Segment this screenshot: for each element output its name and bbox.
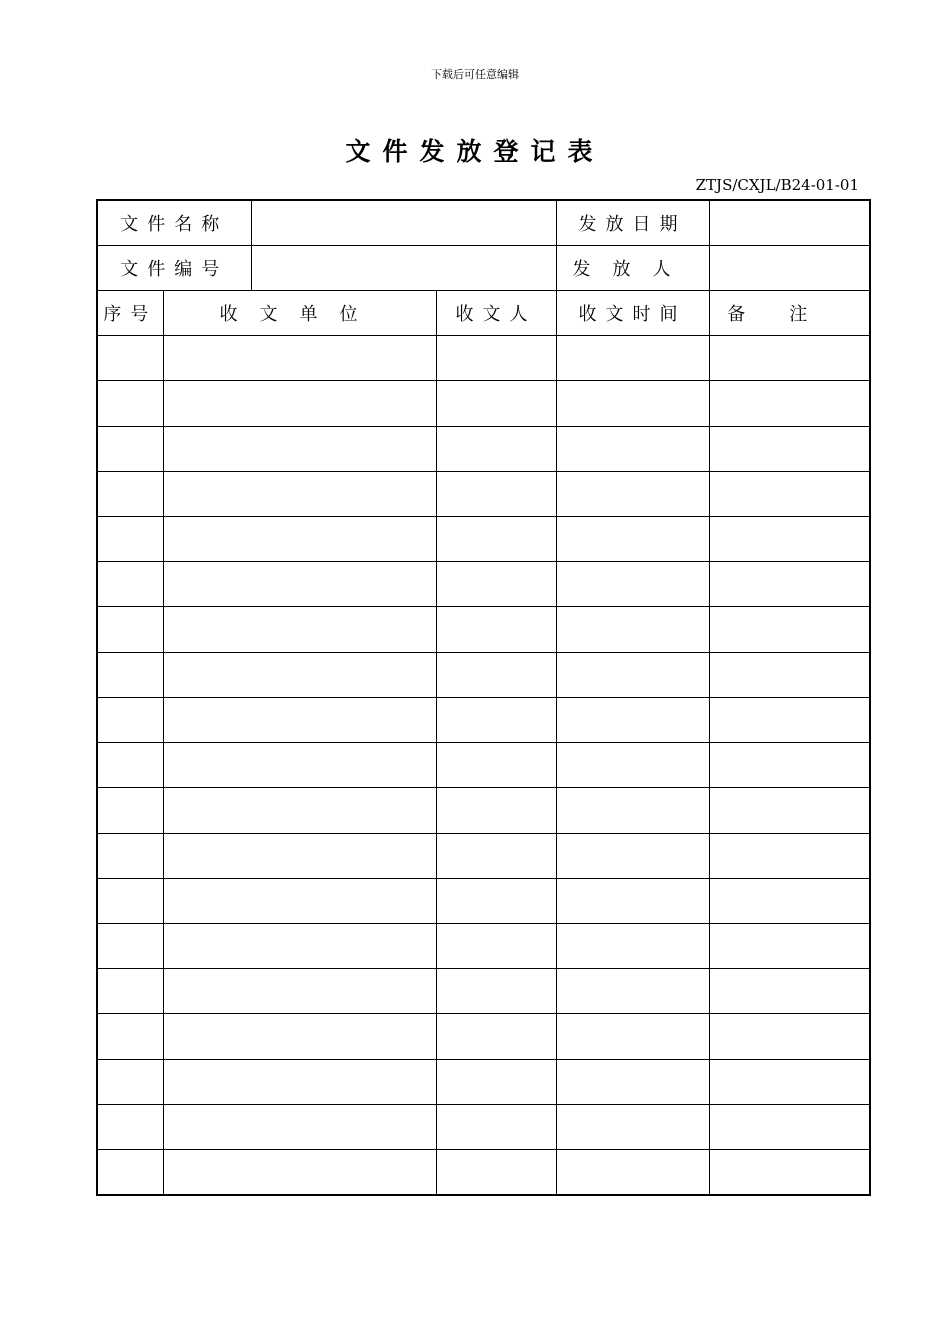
remarks-cell[interactable] (709, 697, 870, 742)
receiving-unit-cell[interactable] (163, 788, 436, 833)
page-title: 文件发放登记表 (345, 137, 605, 166)
remarks-cell[interactable] (709, 969, 870, 1014)
recipient-cell[interactable] (436, 969, 556, 1014)
header-note: 下载后可任意编辑 (431, 68, 519, 81)
seq-cell[interactable] (97, 788, 163, 833)
issuer-field[interactable] (709, 245, 870, 290)
receiving-unit-cell[interactable] (163, 517, 436, 562)
remarks-cell[interactable] (709, 471, 870, 516)
col-header-received-time: 收文时间 (556, 290, 709, 335)
received-time-cell[interactable] (556, 924, 709, 969)
table-row (97, 788, 870, 833)
recipient-cell[interactable] (436, 562, 556, 607)
recipient-cell[interactable] (436, 336, 556, 381)
recipient-cell[interactable] (436, 517, 556, 562)
recipient-cell[interactable] (436, 607, 556, 652)
received-time-cell[interactable] (556, 607, 709, 652)
seq-cell[interactable] (97, 1150, 163, 1195)
receiving-unit-cell[interactable] (163, 743, 436, 788)
seq-cell[interactable] (97, 833, 163, 878)
issuer-label: 发放人 (556, 245, 709, 290)
remarks-cell[interactable] (709, 562, 870, 607)
col-header-recipient: 收文人 (436, 290, 556, 335)
seq-cell[interactable] (97, 381, 163, 426)
remarks-cell[interactable] (709, 426, 870, 471)
table-row (97, 924, 870, 969)
table-row (97, 1150, 870, 1195)
file-number-field[interactable] (251, 245, 556, 290)
table-row (97, 652, 870, 697)
table-row (97, 562, 870, 607)
table-row (97, 878, 870, 923)
table-row (97, 1104, 870, 1149)
seq-cell[interactable] (97, 652, 163, 697)
recipient-cell[interactable] (436, 381, 556, 426)
issue-date-label: 发放日期 (556, 200, 709, 245)
seq-cell[interactable] (97, 878, 163, 923)
remarks-cell[interactable] (709, 607, 870, 652)
receiving-unit-cell[interactable] (163, 924, 436, 969)
table-row (97, 607, 870, 652)
remarks-cell[interactable] (709, 336, 870, 381)
table-row (97, 1014, 870, 1059)
received-time-cell[interactable] (556, 562, 709, 607)
file-name-row (97, 200, 870, 245)
remarks-cell[interactable] (709, 1059, 870, 1104)
remarks-cell[interactable] (709, 833, 870, 878)
seq-cell[interactable] (97, 607, 163, 652)
receiving-unit-cell[interactable] (163, 697, 436, 742)
table-row (97, 336, 870, 381)
file-number-label: 文件编号 (97, 245, 251, 290)
received-time-cell[interactable] (556, 381, 709, 426)
remarks-cell[interactable] (709, 743, 870, 788)
received-time-cell[interactable] (556, 517, 709, 562)
seq-cell[interactable] (97, 517, 163, 562)
remarks-cell[interactable] (709, 1150, 870, 1195)
recipient-cell[interactable] (436, 471, 556, 516)
received-time-cell[interactable] (556, 969, 709, 1014)
recipient-cell[interactable] (436, 833, 556, 878)
received-time-cell[interactable] (556, 743, 709, 788)
remarks-cell[interactable] (709, 517, 870, 562)
receiving-unit-cell[interactable] (163, 471, 436, 516)
seq-cell[interactable] (97, 969, 163, 1014)
table-row (97, 969, 870, 1014)
col-header-seq: 序号 (97, 290, 163, 335)
seq-cell[interactable] (97, 697, 163, 742)
table-row (97, 743, 870, 788)
seq-cell[interactable] (97, 426, 163, 471)
table-row (97, 1059, 870, 1104)
received-time-cell[interactable] (556, 1014, 709, 1059)
receiving-unit-cell[interactable] (163, 1104, 436, 1149)
received-time-cell[interactable] (556, 426, 709, 471)
file-number-row (97, 245, 870, 290)
recipient-cell[interactable] (436, 743, 556, 788)
recipient-cell[interactable] (436, 924, 556, 969)
seq-cell[interactable] (97, 743, 163, 788)
received-time-cell[interactable] (556, 652, 709, 697)
receiving-unit-cell[interactable] (163, 833, 436, 878)
received-time-cell[interactable] (556, 336, 709, 381)
recipient-cell[interactable] (436, 878, 556, 923)
seq-cell[interactable] (97, 1014, 163, 1059)
recipient-cell[interactable] (436, 1104, 556, 1149)
seq-cell[interactable] (97, 336, 163, 381)
receiving-unit-cell[interactable] (163, 1014, 436, 1059)
receiving-unit-cell[interactable] (163, 426, 436, 471)
receiving-unit-cell[interactable] (163, 878, 436, 923)
receiving-unit-cell[interactable] (163, 652, 436, 697)
seq-cell[interactable] (97, 924, 163, 969)
receiving-unit-cell[interactable] (163, 336, 436, 381)
receiving-unit-cell[interactable] (163, 381, 436, 426)
remarks-cell[interactable] (709, 924, 870, 969)
received-time-cell[interactable] (556, 1150, 709, 1195)
issue-register-table (96, 199, 871, 1196)
received-time-cell[interactable] (556, 471, 709, 516)
received-time-cell[interactable] (556, 697, 709, 742)
received-time-cell[interactable] (556, 788, 709, 833)
receiving-unit-cell[interactable] (163, 1059, 436, 1104)
recipient-cell[interactable] (436, 1150, 556, 1195)
receiving-unit-cell[interactable] (163, 607, 436, 652)
seq-cell[interactable] (97, 1059, 163, 1104)
remarks-cell[interactable] (709, 381, 870, 426)
recipient-cell[interactable] (436, 697, 556, 742)
table-row (97, 471, 870, 516)
table-row (97, 426, 870, 471)
remarks-cell[interactable] (709, 1014, 870, 1059)
file-name-label: 文件名称 (97, 200, 251, 245)
table-row (97, 381, 870, 426)
table-row (97, 517, 870, 562)
recipient-cell[interactable] (436, 1014, 556, 1059)
receiving-unit-cell[interactable] (163, 562, 436, 607)
remarks-cell[interactable] (709, 788, 870, 833)
receiving-unit-cell[interactable] (163, 969, 436, 1014)
column-header-row (97, 290, 870, 335)
received-time-cell[interactable] (556, 1059, 709, 1104)
recipient-cell[interactable] (436, 1059, 556, 1104)
col-header-remarks: 备注 (709, 290, 870, 335)
received-time-cell[interactable] (556, 878, 709, 923)
seq-cell[interactable] (97, 471, 163, 516)
receiving-unit-cell[interactable] (163, 1150, 436, 1195)
recipient-cell[interactable] (436, 426, 556, 471)
received-time-cell[interactable] (556, 1104, 709, 1149)
issue-date-field[interactable] (709, 200, 870, 245)
document-code: ZTJS/CXJL/B24-01-01 (695, 176, 859, 194)
remarks-cell[interactable] (709, 652, 870, 697)
table-row (97, 697, 870, 742)
remarks-cell[interactable] (709, 1104, 870, 1149)
file-name-field[interactable] (251, 200, 556, 245)
recipient-cell[interactable] (436, 652, 556, 697)
remarks-cell[interactable] (709, 878, 870, 923)
seq-cell[interactable] (97, 1104, 163, 1149)
col-header-receiving-unit: 收文单位 (163, 290, 436, 335)
received-time-cell[interactable] (556, 833, 709, 878)
seq-cell[interactable] (97, 562, 163, 607)
recipient-cell[interactable] (436, 788, 556, 833)
table-row (97, 833, 870, 878)
